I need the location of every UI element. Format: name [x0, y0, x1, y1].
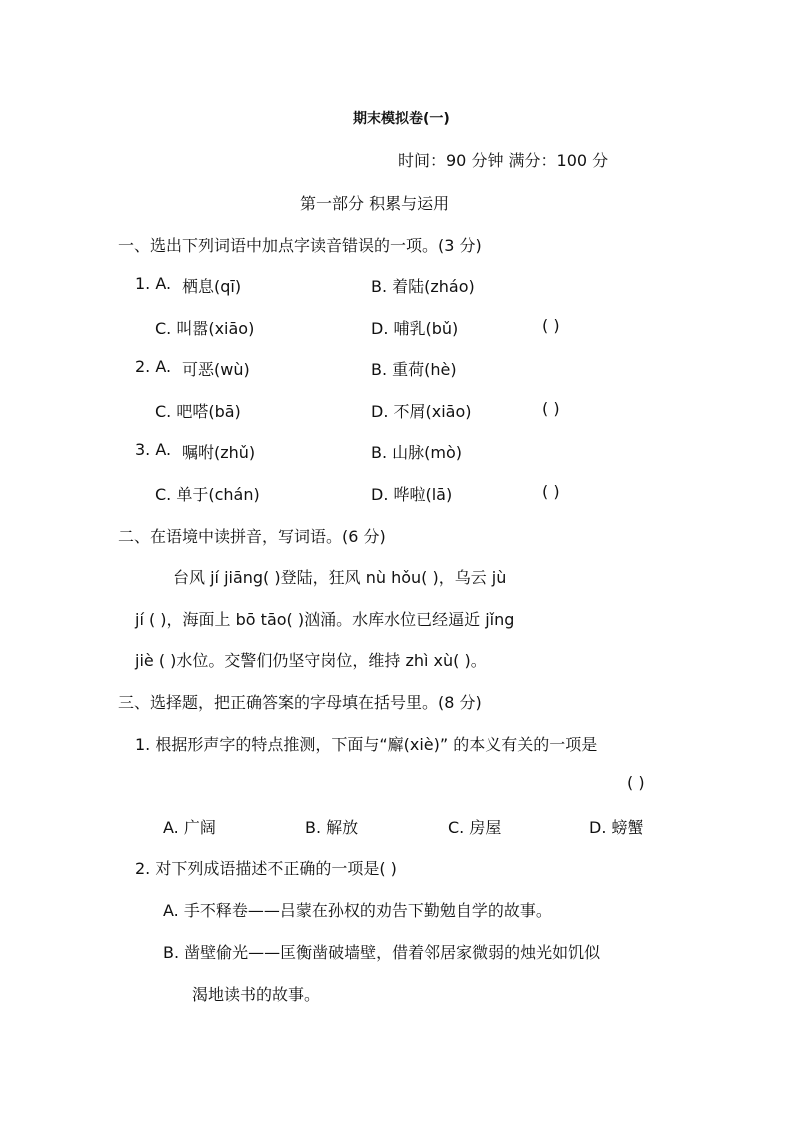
question-number: 1. A.	[135, 274, 172, 293]
passage-line-1: 台风 jí jiāng( )登陆，狂风 nù hǒu( )，乌云 jù	[173, 568, 507, 587]
answer-blank[interactable]: ( )	[542, 399, 560, 418]
option-c: C. 吧嗒(bā)	[155, 402, 241, 421]
option-d: D. 螃蟹	[589, 818, 644, 837]
section-1-heading: 一、选出下列词语中加点字读音错误的一项。(3 分)	[118, 236, 482, 255]
option-a: 栖息(qī)	[182, 277, 242, 296]
option-c: C. 单于(chán)	[155, 485, 260, 504]
exam-meta: 时间：90 分钟 满分：100 分	[398, 151, 609, 170]
option-b: B. 山脉(mò)	[371, 443, 463, 462]
section-3-heading: 三、选择题，把正确答案的字母填在括号里。(8 分)	[118, 693, 482, 712]
passage-line-3: jiè ( )水位。交警们仍坚守岗位，维持 zhì xù( )。	[135, 651, 487, 670]
option-c: C. 房屋	[448, 818, 502, 837]
section-2-heading: 二、在语境中读拼音，写词语。(6 分)	[118, 527, 386, 546]
option-d: D. 不屑(xiāo)	[371, 402, 472, 421]
option-a: A. 手不释卷——吕蒙在孙权的劝告下勤勉自学的故事。	[163, 901, 552, 920]
option-a: 嘱咐(zhǔ)	[182, 443, 256, 462]
answer-blank[interactable]: ( )	[542, 316, 560, 335]
question-number: 3. A.	[135, 440, 172, 459]
part-heading: 第一部分 积累与运用	[300, 194, 450, 213]
page-title: 期末模拟卷(一)	[353, 111, 450, 127]
option-d: D. 哗啦(lā)	[371, 485, 453, 504]
passage-line-2: jí ( )，海面上 bō tāo( )汹涌。水库水位已经逼近 jǐng	[135, 610, 515, 629]
option-b: B. 重荷(hè)	[371, 360, 457, 379]
question-3-2-text: 2. 对下列成语描述不正确的一项是( )	[135, 859, 397, 878]
option-b: B. 解放	[305, 818, 359, 837]
option-c: C. 叫嚣(xiāo)	[155, 319, 255, 338]
option-a: A. 广阔	[163, 818, 216, 837]
answer-blank[interactable]: ( )	[627, 773, 645, 792]
option-a: 可恶(wù)	[182, 360, 250, 379]
answer-blank[interactable]: ( )	[542, 482, 560, 501]
option-d: D. 哺乳(bǔ)	[371, 319, 459, 338]
option-b-continued: 渴地读书的故事。	[192, 985, 321, 1004]
option-b: B. 凿壁偷光——匡衡凿破墙壁，借着邻居家微弱的烛光如饥似	[163, 943, 601, 962]
option-b: B. 着陆(zháo)	[371, 277, 475, 296]
question-number: 2. A.	[135, 357, 172, 376]
question-3-1-text: 1. 根据形声字的特点推测，下面与“廨(xiè)” 的本义有关的一项是	[135, 735, 598, 754]
